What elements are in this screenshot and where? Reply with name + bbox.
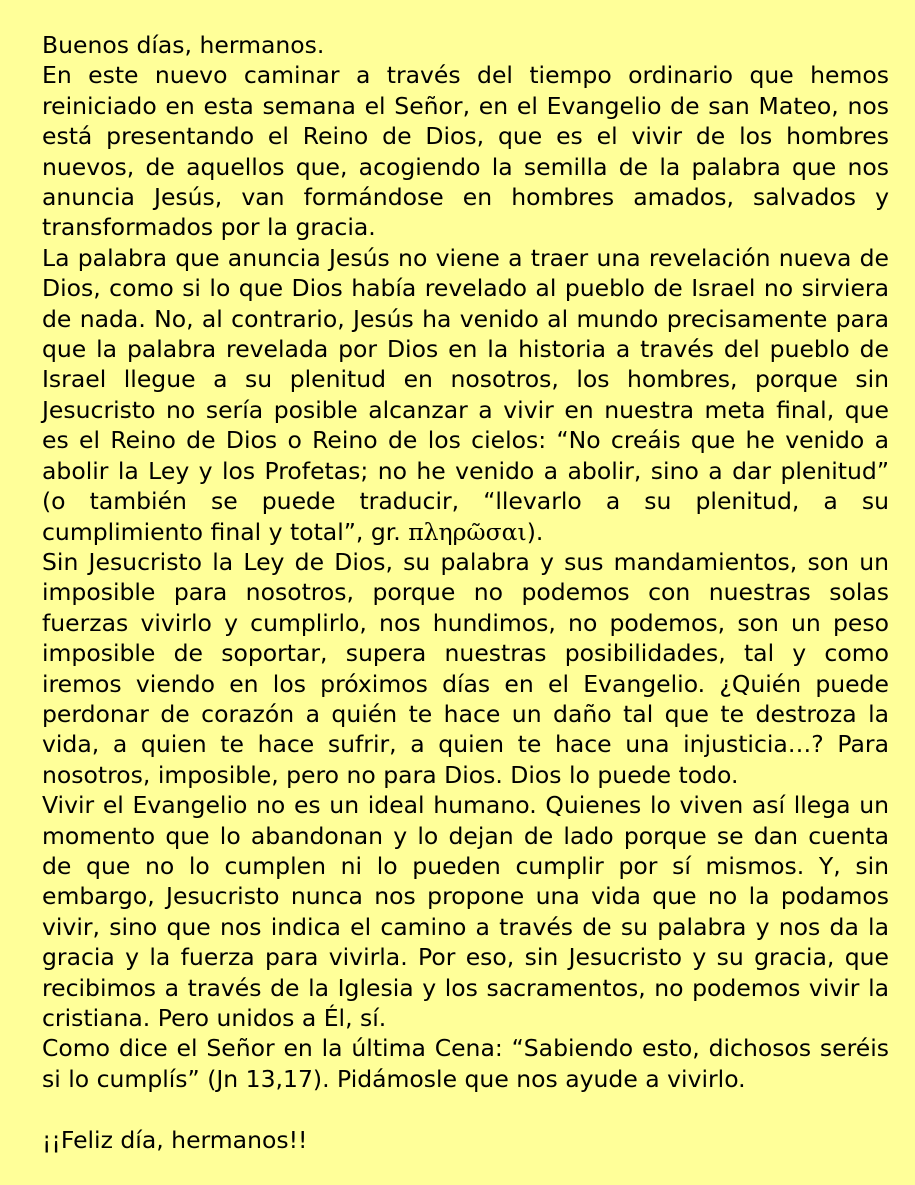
greek-word: πληρῶσαι [408, 517, 527, 546]
paragraph-3: Sin Jesucristo la Ley de Dios, su palabra y sus mandamientos, son un imposible para nosotros, porque no podemos con nuestras solas fuerzas vivirlo y cumplirlo, nos hundimos, no podemos, son un peso imposible de soportar, supera nuestras posibilidades, tal y como iremos viendo en los próximos días en el Evangelio. ¿Quién puede perdonar de corazón a quién te hace un daño tal que te destroza la vida, a quien te hace sufrir, a quien te hace una injusticia…? Para nosotros, imposible, pero no para Dios. Dios lo puede todo. [42, 547, 889, 789]
closing-greeting: ¡¡Feliz día, hermanos!! [42, 1125, 308, 1154]
paragraph-2 [42, 243, 889, 547]
paragraph-2-end: ). [526, 517, 544, 546]
blank-line [42, 1094, 889, 1124]
paragraph-5: Como dice el Señor en la última Cena: “Sabiendo esto, dichosos seréis si lo cumplís” (Jn 13,17). Pidámosle que nos ayude a vivirlo. [42, 1034, 889, 1093]
paragraph-2-text: La palabra que anuncia Jesús no viene a traer una revelación nueva de Dios, como si lo que Dios había revelado al pueblo de Israel no sirviera de nada. No, al contrario, Jesús ha venido al mundo precisamente para que la palabra revelada por Dios en la historia a través del pueblo de Israel llegue a su plenitud en nosotros, los hombres, porque sin Jesucristo no sería posible alcanzar a vivir en nuestra meta final, que es el Reino de Dios o Reino de los cielos: “No creáis que he venido a abolir la Ley y los Profetas; no he venido a abolir, sino a dar plenitud” (o también se puede traducir, “llevarlo a su plenitud, a su cumplimiento final y total”, gr. [42, 243, 889, 546]
paragraph-4: Vivir el Evangelio no es un ideal humano. Quienes lo viven así llega un momento que lo abandonan y lo dejan de lado porque se dan cuenta de que no lo cumplen ni lo pueden cumplir por sí mismos. Y, sin embargo, Jesucristo nunca nos propone una vida que no la podamos vivir, sino que nos indica el camino a través de su palabra y nos da la gracia y la fuerza para vivirla. Por eso, sin Jesucristo y su gracia, que recibimos a través de la Iglesia y los sacramentos, no podemos vivir la cristiana. Pero unidos a Él, sí. [42, 791, 889, 1032]
paragraph-1: En este nuevo caminar a través del tiempo ordinario que hemos reiniciado en esta semana el Señor, en el Evangelio de san Mateo, nos está presentando el Reino de Dios, que es el vivir de los hombres nuevos, de aquellos que, acogiendo la semilla de la palabra que nos anuncia Jesús, van formándose en hombres amados, salvados y transformados por la gracia. [42, 61, 889, 242]
greeting: Buenos días, hermanos. [42, 31, 325, 59]
